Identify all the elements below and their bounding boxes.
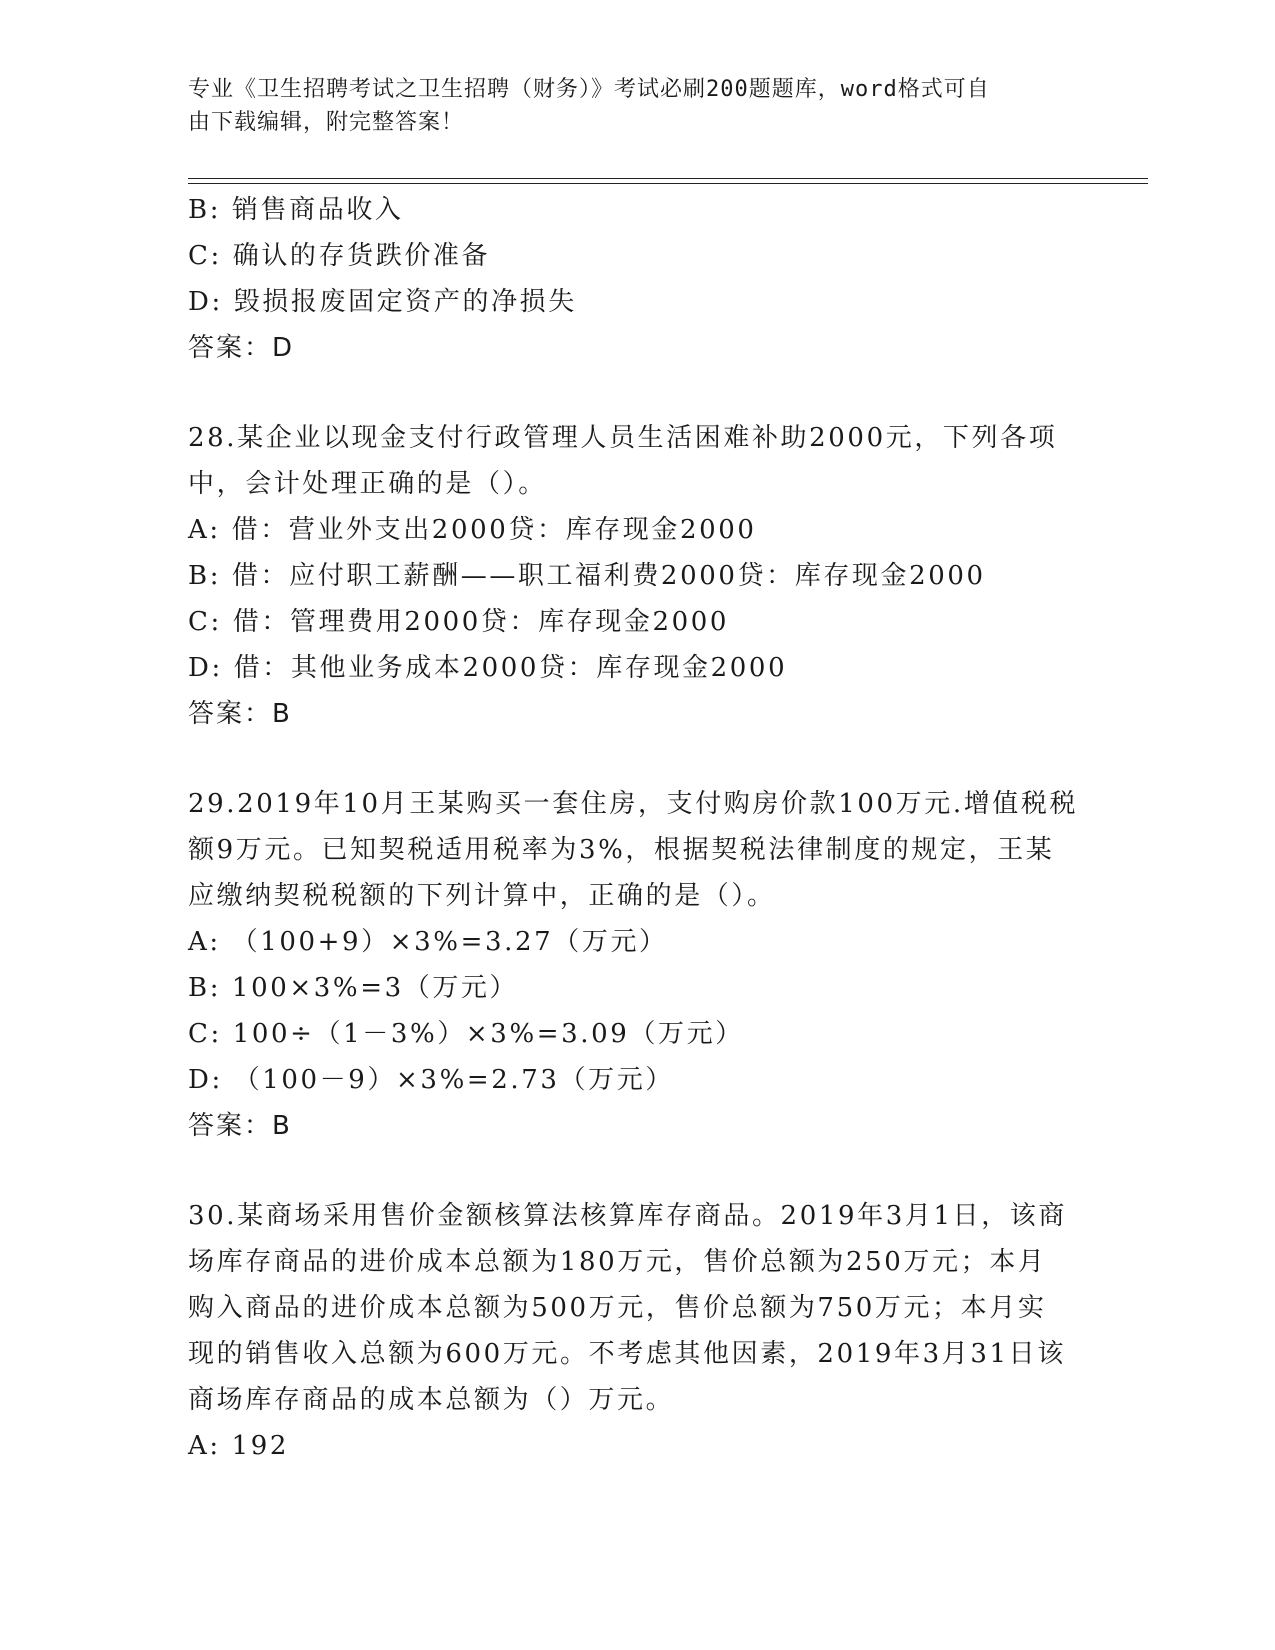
question-text-line: 购入商品的进价成本总额为500万元，售价总额为750万元；本月实 — [188, 1293, 1047, 1323]
option-a: A: 192 — [188, 1431, 290, 1461]
header-line-1: 专业《卫生招聘考试之卫生招聘（财务）》考试必刷200题题库，word格式可自 — [188, 77, 990, 102]
option-b: B: 销售商品收入 — [188, 195, 404, 225]
question-text-line: 28.某企业以现金支付行政管理人员生活困难补助2000元，下列各项 — [188, 423, 1058, 453]
option-a: A: （100+9）×3%=3.27（万元） — [188, 927, 668, 957]
question-text-line: 现的销售收入总额为600万元。不考虑其他因素，2019年3月31日该 — [188, 1339, 1066, 1369]
question-text-line: 29.2019年10月王某购买一套住房，支付购房价款100万元.增值税税 — [188, 789, 1079, 819]
option-b: B: 借：应付职工薪酬——职工福利费2000贷：库存现金2000 — [188, 561, 986, 591]
header-rule-bottom — [188, 183, 1148, 184]
option-b: B: 100×3%=3（万元） — [188, 973, 519, 1003]
header-line-2: 由下载编辑，附完整答案！ — [188, 110, 465, 135]
option-c: C: 借：管理费用2000贷：库存现金2000 — [188, 607, 730, 637]
question-text-line: 中，会计处理正确的是（）。 — [188, 469, 547, 499]
question-text-line: 30.某商场采用售价金额核算法核算库存商品。2019年3月1日，该商 — [188, 1201, 1068, 1231]
question-30 — [188, 1193, 1088, 1469]
option-a: A: 借：营业外支出2000贷：库存现金2000 — [188, 515, 757, 545]
question-text-line: 场库存商品的进价成本总额为180万元，售价总额为250万元；本月 — [188, 1247, 1047, 1277]
question-text-line: 应缴纳契税税额的下列计算中，正确的是（）。 — [188, 881, 776, 911]
question-prev — [188, 187, 1088, 371]
question-28 — [188, 415, 1088, 737]
question-text-line: 额9万元。已知契税适用税率为3%，根据契税法律制度的规定，王某 — [188, 835, 1055, 865]
option-c: C: 100÷（1－3%）×3%=3.09（万元） — [188, 1019, 744, 1049]
option-c: C: 确认的存货跌价准备 — [188, 241, 491, 271]
question-29 — [188, 781, 1088, 1149]
question-text-line: 商场库存商品的成本总额为（）万元。 — [188, 1385, 675, 1415]
document-header — [188, 73, 1068, 139]
option-d: D: 借：其他业务成本2000贷：库存现金2000 — [188, 653, 788, 683]
header-rule-top — [188, 178, 1148, 179]
answer-line: 答案：B — [188, 1111, 292, 1141]
answer-line: 答案：D — [188, 333, 295, 363]
answer-line: 答案：B — [188, 699, 292, 729]
option-d: D: 毁损报废固定资产的净损失 — [188, 287, 577, 317]
document-body — [188, 187, 1088, 1469]
option-d: D: （100－9）×3%=2.73（万元） — [188, 1065, 674, 1095]
